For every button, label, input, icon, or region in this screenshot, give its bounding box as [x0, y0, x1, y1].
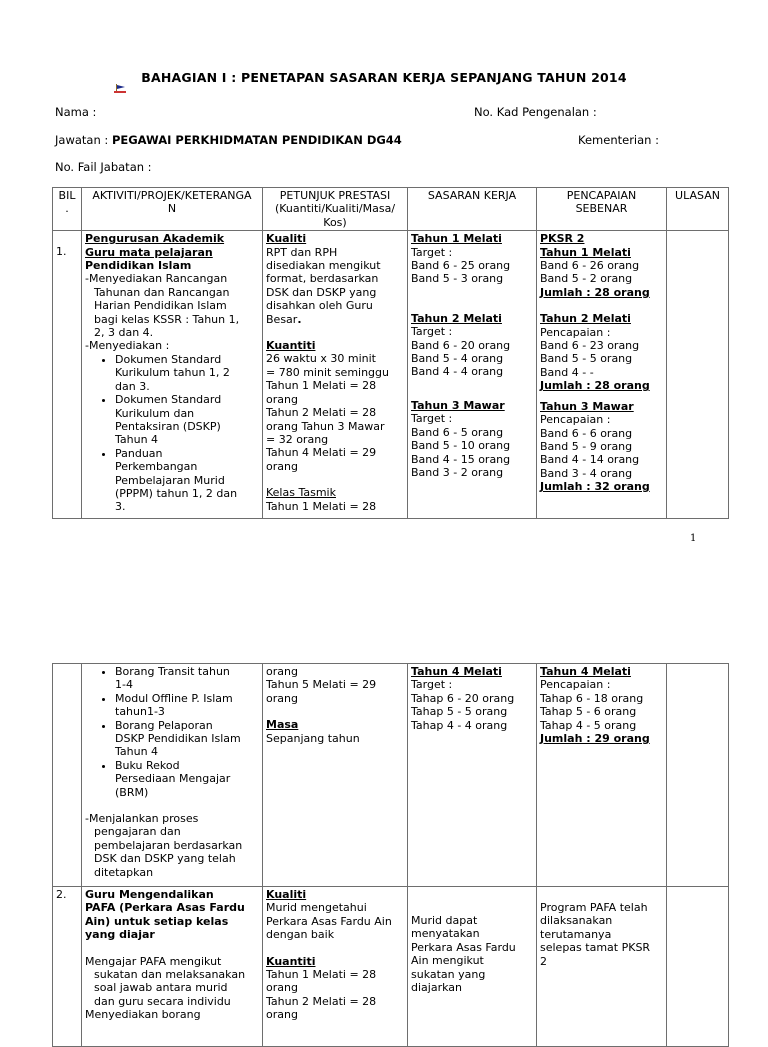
list-item: • Dokumen Standard Kurikulum tahun 1, 2 dan 3. [115, 353, 259, 393]
list-item: • Borang Transit tahun 1-4 [115, 665, 259, 692]
table-header-row [53, 188, 729, 231]
aktiviti-cell: Guru Mengendalikan PAFA (Perkara Asas Fardu Ain) untuk setiap kelas yang diajar Mengajar PAFA mengikut sukatan dan melaksanakan soal jawab antara murid dan guru secara individu Menyediakan borang [82, 887, 263, 1047]
jawatan-row [55, 133, 402, 147]
kad-pengenalan-label: No. Kad Pengenalan : [474, 105, 597, 119]
aktiviti-cell: • Borang Transit tahun 1-4 • Modul Offline P. Islam tahun1-3 • Borang Pelaporan DSKP Pendidikan Islam Tahun 4 • Buku Rekod Persediaan Mengajar (BRM) -Menjalankan proses pengajaran dan pembelajaran berdasarkan DSK dan DSKP yang telah ditetapkan [82, 664, 263, 887]
flag-icon [113, 84, 127, 93]
ulasan-cell [667, 664, 729, 887]
list-item: • Dokumen Standard Kurikulum dan Pentaksiran (DSKP) Tahun 4 [115, 393, 259, 447]
kementerian-label: Kementerian : [578, 133, 659, 147]
table-row [53, 664, 729, 887]
sasaran-cell: Murid dapat menyatakan Perkara Asas Fardu Ain mengikut sukatan yang diajarkan [408, 887, 537, 1047]
jawatan-value: PEGAWAI PERKHIDMATAN PENDIDIKAN DG44 [111, 133, 402, 147]
pencapaian-cell: Tahun 4 Melati Pencapaian : Tahap 6 - 18 orang Tahap 5 - 6 orang Tahap 4 - 5 orang Jumlah : 29 orang [537, 664, 667, 887]
header-sasaran-kerja: SASARAN KERJA [408, 188, 537, 231]
document-title: BAHAGIAN I : PENETAPAN SASARAN KERJA SEPANJANG TAHUN 2014 [141, 70, 627, 85]
pencapaian-cell: PKSR 2 Tahun 1 Melati Band 6 - 26 orang Band 5 - 2 orang Jumlah : 28 orang Tahun 2 Melati Pencapaian : Band 6 - 23 orang Band 5 - 5 orang Band 4 - - Jumlah : 28 orang Tahun 3 Mawar Pencapaian : Band 6 - 6 orang Band 5 - 9 orang Band 4 - 14 orang Band 3 - 4 orang Jumlah : 32 orang [537, 231, 667, 519]
bil-cell: 2. [53, 887, 82, 1047]
header-bil: BIL . [53, 188, 82, 231]
header-ulasan: ULASAN [667, 188, 729, 231]
list-item: • Borang Pelaporan DSKP Pendidikan Islam Tahun 4 [115, 719, 259, 759]
sasaran-kerja-table [52, 187, 729, 519]
ulasan-cell [667, 231, 729, 519]
bil-cell: 1. [53, 231, 82, 519]
bil-cell [53, 664, 82, 887]
sasaran-cell: Tahun 1 Melati Target : Band 6 - 25 orang Band 5 - 3 orang Tahun 2 Melati Target : Band 6 - 20 orang Band 5 - 4 orang Band 4 - 4 orang Tahun 3 Mawar Target : Band 6 - 5 orang Band 5 - 10 orang Band 4 - 15 orang Band 3 - 2 orang [408, 231, 537, 519]
nama-label: Nama : [55, 105, 97, 119]
pencapaian-cell: Program PAFA telah dilaksanakan terutamanya selepas tamat PKSR 2 [537, 887, 667, 1047]
aktiviti-cell: Pengurusan Akademik Guru mata pelajaran Pendidikan Islam -Menyediakan Rancangan Tahunan dan Rancangan Harian Pendidikan Islam bagi kelas KSSR : Tahun 1, 2, 3 dan 4. -Menyediakan : • Dokumen Standard Kurikulum tahun 1, 2 dan 3. • Dokumen Standard Kurikulum dan Pentaksiran (DSKP) Tahun 4 • Panduan Perkembangan Pembelajaran Murid (PPPM) tahun 1, 2 dan 3. [82, 231, 263, 519]
jawatan-label: Jawatan : [55, 133, 109, 147]
sasaran-cell: Tahun 4 Melati Target : Tahap 6 - 20 orang Tahap 5 - 5 orang Tahap 4 - 4 orang [408, 664, 537, 887]
header-aktiviti: AKTIVITI/PROJEK/KETERANGA N [82, 188, 263, 231]
list-item: • Buku Rekod Persediaan Mengajar (BRM) [115, 759, 259, 799]
sasaran-kerja-table-continued [52, 663, 729, 1047]
table-row [53, 231, 729, 519]
header-petunjuk-prestasi: PETUNJUK PRESTASI (Kuantiti/Kualiti/Masa/ Kos) [263, 188, 408, 231]
petunjuk-cell: Kualiti Murid mengetahui Perkara Asas Fardu Ain dengan baik Kuantiti Tahun 1 Melati = 28 orang Tahun 2 Melati = 28 orang [263, 887, 408, 1047]
petunjuk-cell: Kualiti RPT dan RPH disediakan mengikut format, berdasarkan DSK dan DSKP yang disahkan oleh Guru Besar. Kuantiti 26 waktu x 30 minit = 780 minit seminggu Tahun 1 Melati = 28 orang Tahun 2 Melati = 28 orang Tahun 3 Mawar = 32 orang Tahun 4 Melati = 29 orang Kelas Tasmik Tahun 1 Melati = 28 [263, 231, 408, 519]
petunjuk-cell: orang Tahun 5 Melati = 29 orang Masa Sepanjang tahun [263, 664, 408, 887]
page-number: 1 [690, 533, 697, 544]
table-row [53, 887, 729, 1047]
header-pencapaian-sebenar: PENCAPAIAN SEBENAR [537, 188, 667, 231]
fail-jabatan-label: No. Fail Jabatan : [55, 160, 152, 174]
list-item: • Modul Offline P. Islam tahun1-3 [115, 692, 259, 719]
ulasan-cell [667, 887, 729, 1047]
list-item: • Panduan Perkembangan Pembelajaran Murid (PPPM) tahun 1, 2 dan 3. [115, 447, 259, 514]
